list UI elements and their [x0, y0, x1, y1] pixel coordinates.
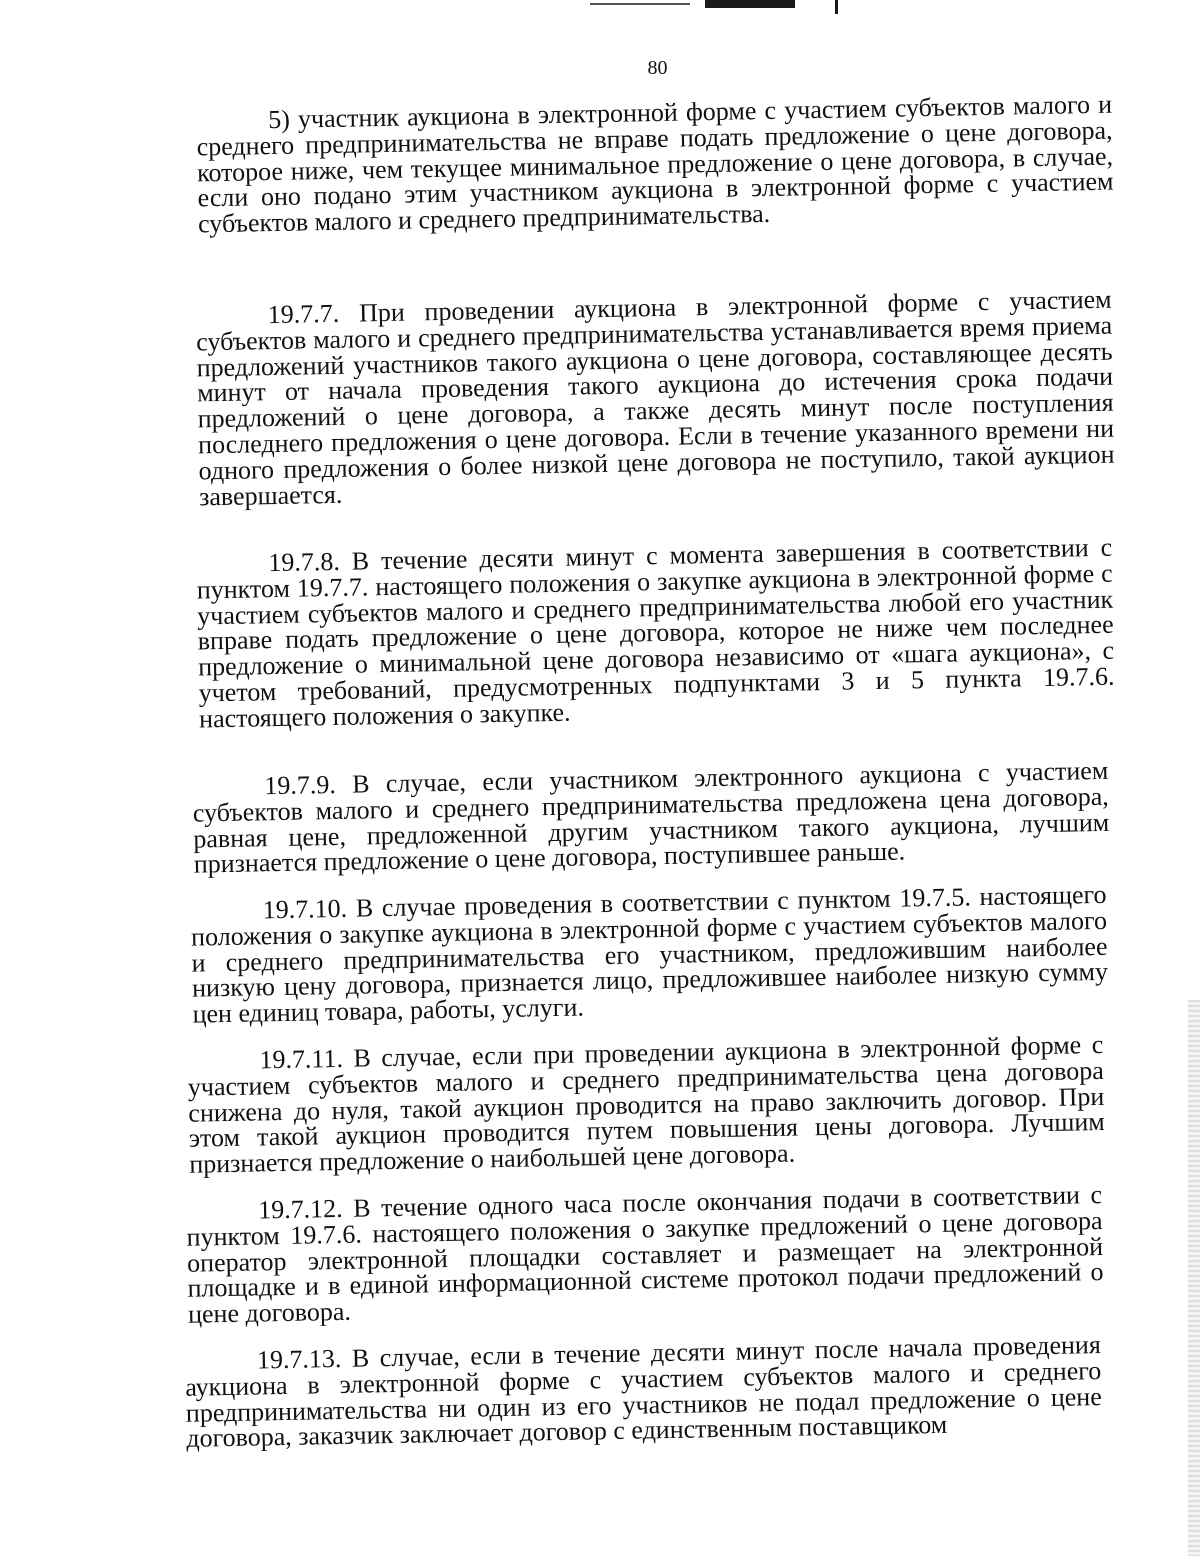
scan-artifact-line — [590, 3, 690, 5]
page-number: 80 — [647, 57, 668, 79]
paragraph-item-5: 5) участник аукциона в электронной форме с участием субъектов малого и среднего предпринимательства не вправе подать предложение о цене договора, которое ниже, чем текущее минимальное предложение о цене договора, в случае, если оно подано этим участником аукциона в электронной форме с участием субъектов малого и среднего предпринимательства. — [196, 89, 1114, 239]
paragraph-19-7-11: 19.7.11. В случае, если при проведении аукциона в электронной форме с участием субъектов малого и среднего предпринимательства цена договора снижена до нуля, такой аукцион проводится на право заключить договор. При этом такой аукцион проводится путем повышения цены договора. Лучшим признается предложение о наибольшей цене договора. — [187, 1029, 1105, 1179]
scan-artifact-bar — [705, 0, 795, 8]
paragraph-19-7-7: 19.7.7. При проведении аукциона в электронной форме с участием субъектов малого и среднего предпринимательства устанавливается время приема предложений участников такого аукциона о цене договора, составляющее десять минут от начала проведения такого аукциона до истечения срока подачи предложений о цене договора, а также десять минут после поступления последнего предложения о цене договора. Если в течение указанного времени ни одного предложения о более низкой цене договора не поступило, такой аукцион завершается. — [195, 284, 1115, 511]
document-body — [0, 90, 1200, 1552]
paragraph-19-7-13: 19.7.13. В случае, если в течение десяти минут после начала проведения аукциона в электронной форме с участием субъектов малого и среднего предпринимательства ни один из его участников не подал предложение о цене договора, заказчик заключает договор с единственным поставщиком — [185, 1330, 1102, 1454]
paragraph-19-7-9: 19.7.9. В случае, если участником электронного аукциона с участием субъектов малого и среднего предпринимательства предложена цена договора, равная цене, предложенной другим участником такого аукциона, лучшим признается предложение о цене договора, поступившее раньше. — [192, 755, 1110, 879]
paragraph-19-7-12: 19.7.12. В течение одного часа после окончания подачи в соответствии с пунктом 19.7.6. настоящего положения о закупке предложений о цене договора оператор электронной площадки составляет и размещает на электронной площадке и в единой информационной системе протокол подачи предложений о цене договора. — [186, 1179, 1104, 1329]
paragraph-19-7-10: 19.7.10. В случае проведения в соответствии с пунктом 19.7.5. настоящего положения о закупке аукциона в электронной форме с участием субъектов малого и среднего предпринимательства его участником, предложившим наиболее низкую цену договора, признается лицо, предложившее наиболее низкую сумму цен единиц товара, работы, услуги. — [190, 879, 1109, 1029]
scan-artifact-tick — [835, 0, 838, 14]
paragraph-19-7-8: 19.7.8. В течение десяти минут с момента завершения в соответствии с пунктом 19.7.7. настоящего положения о закупке аукциона в электронной форме с участием субъектов малого и среднего предпринимательства любой его участник вправе подать предложение о цене договора, которое не ниже чем последнее предложение о минимальной цене договора независимо от «шага аукциона», с учетом требований, предусмотренных подпунктами 3 и 5 пункта 19.7.6. настоящего положения о закупке. — [196, 532, 1115, 734]
